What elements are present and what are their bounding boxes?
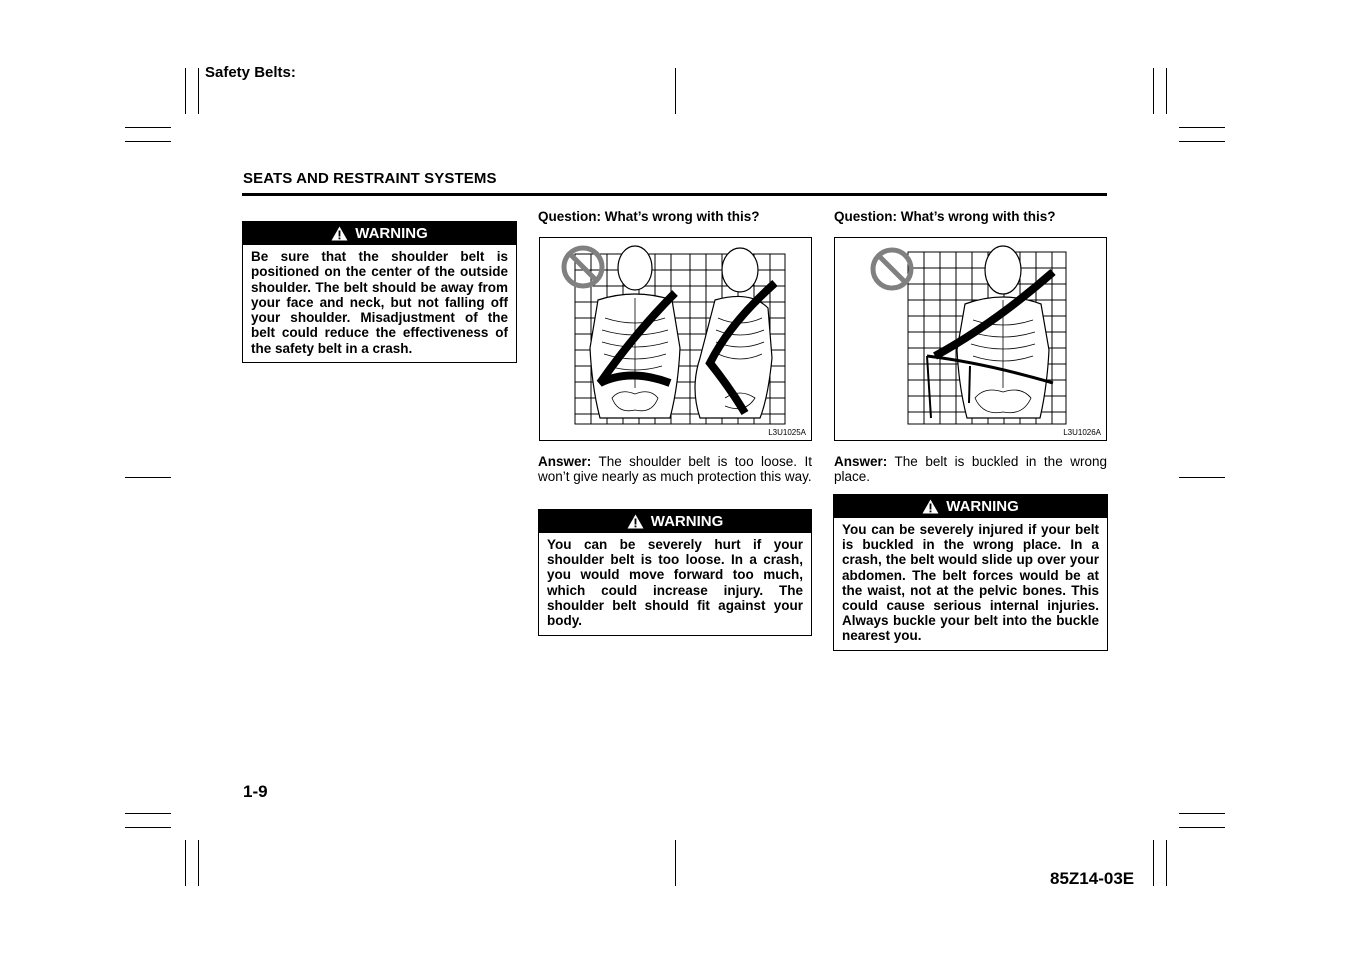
figure-illustration xyxy=(835,238,1106,440)
warning-text: Be sure that the shoulder belt is positioned on the center of the outside shoulder. The belt should be away from your face and neck, but not falling off your shoulder. Misadjustment of the belt could reduce the effectiveness of the safety belt in a crash. xyxy=(251,249,508,356)
crop-mark xyxy=(675,68,676,114)
figure-loose-shoulder-belt xyxy=(539,237,812,441)
warning-header xyxy=(834,495,1107,518)
crop-mark xyxy=(125,813,171,814)
crop-mark xyxy=(1179,813,1225,814)
section-title: SEATS AND RESTRAINT SYSTEMS xyxy=(243,170,497,187)
section-rule xyxy=(242,193,1107,196)
answer-text: The shoulder belt is too loose. It won’t give nearly as much protection this way. xyxy=(538,454,812,485)
warning-triangle-icon xyxy=(627,514,644,529)
crop-mark xyxy=(675,840,676,886)
answer-text: The belt is buckled in the wrong place. xyxy=(834,454,1107,485)
crop-mark xyxy=(1166,840,1167,886)
document-code: 85Z14-03E xyxy=(1050,869,1135,888)
crop-mark xyxy=(1153,840,1154,886)
figure-code: L3U1026A xyxy=(1063,428,1101,437)
warning-box-loose-belt xyxy=(538,509,812,636)
figure-code: L3U1025A xyxy=(768,428,806,437)
warning-box-wrong-buckle xyxy=(833,494,1108,651)
answer-wrong-buckle xyxy=(834,454,1107,484)
question-wrong-buckle: Question: What’s wrong with this? xyxy=(834,209,1056,224)
crop-mark xyxy=(125,827,171,828)
warning-header xyxy=(243,222,516,245)
prohibited-icon xyxy=(873,250,911,288)
warning-label: WARNING xyxy=(946,498,1019,515)
crop-mark xyxy=(198,840,199,886)
crop-mark xyxy=(185,68,186,114)
warning-text: You can be severely hurt if your shoulder belt is too loose. In a crash, you would move forward too much, which could increase injury. The shoulder belt should fit against your body. xyxy=(547,537,803,629)
crop-mark xyxy=(125,141,171,142)
crop-mark xyxy=(1179,127,1225,128)
page-number: 1-9 xyxy=(243,782,268,801)
warning-text: You can be severely injured if your belt is buckled in the wrong place. In a crash, the belt would slide up over your abdomen. The belt forces would be at the waist, not at the pelvic bones. This could cause serious internal injuries. Always buckle your belt into the buckle nearest you. xyxy=(842,522,1099,644)
answer-label: Answer: xyxy=(834,454,888,469)
warning-header xyxy=(539,510,811,533)
warning-triangle-icon xyxy=(331,226,348,241)
crop-mark xyxy=(1179,477,1225,478)
crop-mark xyxy=(125,477,171,478)
crop-mark xyxy=(1166,68,1167,114)
answer-label: Answer: xyxy=(538,454,592,469)
crop-mark xyxy=(185,840,186,886)
crop-mark xyxy=(198,68,199,114)
warning-label: WARNING xyxy=(355,225,428,242)
crop-mark xyxy=(125,127,171,128)
question-loose-belt: Question: What’s wrong with this? xyxy=(538,209,760,224)
warning-label: WARNING xyxy=(650,513,724,530)
figure-wrong-buckle xyxy=(834,237,1107,441)
warning-box-shoulder-position xyxy=(242,221,517,363)
answer-loose-belt xyxy=(538,454,812,484)
figure-illustration xyxy=(540,238,811,440)
crop-mark xyxy=(1153,68,1154,114)
warning-triangle-icon xyxy=(922,499,939,514)
crop-mark xyxy=(1179,141,1225,142)
running-header: Safety Belts: xyxy=(205,64,296,81)
crop-mark xyxy=(1179,827,1225,828)
